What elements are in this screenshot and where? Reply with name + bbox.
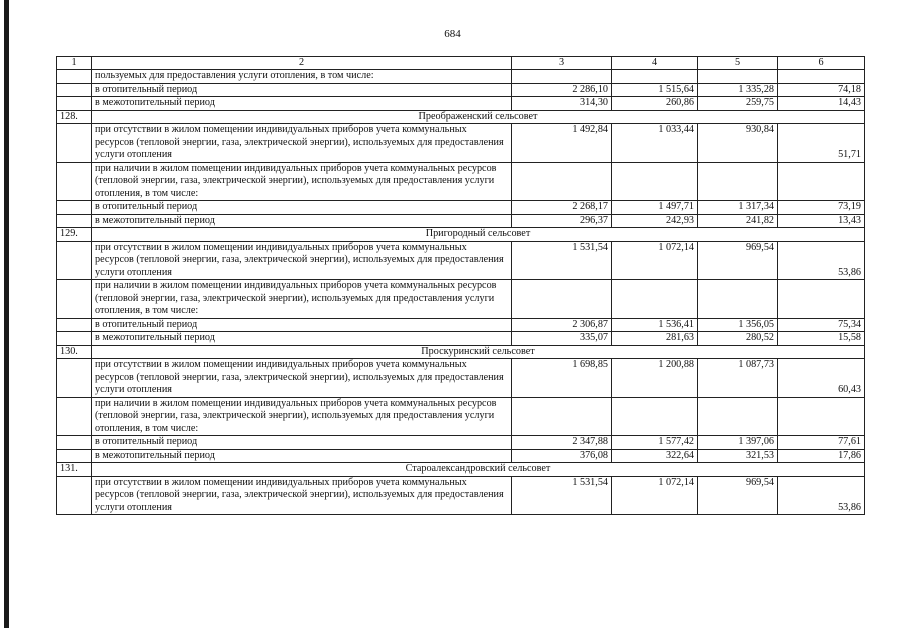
row-number: [57, 397, 92, 436]
row-description: при отсутствии в жилом помещении индивидуальных приборов учета коммунальных ресурсов (тепловой энергии, газа, электрической энергии), используемых для предоставления услуги отопления: [92, 124, 512, 163]
row-number: [57, 97, 92, 111]
row-description: в межотопительный период: [92, 332, 512, 346]
section-row: [57, 463, 865, 477]
value-cell-col3: 1 698,85: [512, 359, 612, 398]
value-cell-col4: [612, 280, 698, 319]
table-row: [57, 280, 865, 319]
value-cell-col6: 14,43: [778, 97, 865, 111]
section-row: [57, 228, 865, 242]
row-number: [57, 332, 92, 346]
page-number: 684: [444, 28, 461, 40]
row-number: [57, 318, 92, 332]
value-cell-col6: 77,61: [778, 436, 865, 450]
value-cell-col4: 1 536,41: [612, 318, 698, 332]
table-row: [57, 162, 865, 201]
tariff-table: [56, 56, 865, 515]
value-cell-col5: [698, 397, 778, 436]
row-description: в межотопительный период: [92, 214, 512, 228]
row-number: [57, 201, 92, 215]
row-number: [57, 280, 92, 319]
value-cell-col6: 74,18: [778, 83, 865, 97]
header-cell: 4: [612, 57, 698, 70]
value-cell-col4: 1 515,64: [612, 83, 698, 97]
value-cell-col5: 280,52: [698, 332, 778, 346]
row-number: [57, 241, 92, 280]
value-cell-col6: 60,43: [778, 359, 865, 398]
section-number: 131.: [57, 463, 92, 477]
value-cell-col5: 969,54: [698, 241, 778, 280]
value-cell-col5: [698, 162, 778, 201]
table-row: [57, 201, 865, 215]
table-row: [57, 449, 865, 463]
value-cell-col5: 1 335,28: [698, 83, 778, 97]
section-title: Преображенский сельсовет: [92, 110, 865, 124]
value-cell-col3: [512, 397, 612, 436]
header-cell: 1: [57, 57, 92, 70]
section-title: Староалександровский сельсовет: [92, 463, 865, 477]
row-description: при отсутствии в жилом помещении индивидуальных приборов учета коммунальных ресурсов (тепловой энергии, газа, электрической энергии), используемых для предоставления услуги отопления: [92, 476, 512, 515]
value-cell-col6: 17,86: [778, 449, 865, 463]
value-cell-col5: 1 087,73: [698, 359, 778, 398]
value-cell-col5: [698, 280, 778, 319]
value-cell-col5: 259,75: [698, 97, 778, 111]
table-row: [57, 332, 865, 346]
row-description: в отопительный период: [92, 318, 512, 332]
header-cell: 3: [512, 57, 612, 70]
row-description: при наличии в жилом помещении индивидуальных приборов учета коммунальных ресурсов (тепловой энергии, газа, электрической энергии), используемых для предоставления услуги отопления, в том числе:: [92, 280, 512, 319]
row-description: при наличии в жилом помещении индивидуальных приборов учета коммунальных ресурсов (тепловой энергии, газа, электрической энергии), используемых для предоставления услуги отопления, в том числе:: [92, 397, 512, 436]
value-cell-col4: 1 033,44: [612, 124, 698, 163]
value-cell-col4: 281,63: [612, 332, 698, 346]
table-row: [57, 476, 865, 515]
value-cell-col4: 260,86: [612, 97, 698, 111]
value-cell-col3: 376,08: [512, 449, 612, 463]
row-number: [57, 214, 92, 228]
table-body: [57, 57, 865, 515]
value-cell-col4: 1 577,42: [612, 436, 698, 450]
section-row: [57, 345, 865, 359]
value-cell-col3: [512, 162, 612, 201]
value-cell-col6: 53,86: [778, 241, 865, 280]
row-description: при отсутствии в жилом помещении индивидуальных приборов учета коммунальных ресурсов (тепловой энергии, газа, электрической энергии), используемых для предоставления услуги отопления: [92, 241, 512, 280]
row-description: в отопительный период: [92, 83, 512, 97]
value-cell-col3: [512, 70, 612, 84]
section-number: 128.: [57, 110, 92, 124]
value-cell-col5: 321,53: [698, 449, 778, 463]
value-cell-col5: [698, 70, 778, 84]
table-row: [57, 83, 865, 97]
value-cell-col3: 1 492,84: [512, 124, 612, 163]
value-cell-col6: [778, 162, 865, 201]
row-number: [57, 359, 92, 398]
row-description: в отопительный период: [92, 436, 512, 450]
section-number: 129.: [57, 228, 92, 242]
value-cell-col6: 73,19: [778, 201, 865, 215]
row-description: в межотопительный период: [92, 97, 512, 111]
value-cell-col6: 75,34: [778, 318, 865, 332]
value-cell-col6: 15,58: [778, 332, 865, 346]
value-cell-col3: 2 306,87: [512, 318, 612, 332]
value-cell-col3: 314,30: [512, 97, 612, 111]
row-number: [57, 476, 92, 515]
table-row: [57, 318, 865, 332]
value-cell-col5: 1 317,34: [698, 201, 778, 215]
value-cell-col6: [778, 280, 865, 319]
table-row: [57, 397, 865, 436]
value-cell-col4: 1 072,14: [612, 241, 698, 280]
row-description: в межотопительный период: [92, 449, 512, 463]
table-row: [57, 214, 865, 228]
value-cell-col3: 2 347,88: [512, 436, 612, 450]
value-cell-col3: 335,07: [512, 332, 612, 346]
value-cell-col6: 13,43: [778, 214, 865, 228]
row-number: [57, 449, 92, 463]
value-cell-col3: 296,37: [512, 214, 612, 228]
value-cell-col3: [512, 280, 612, 319]
value-cell-col6: 51,71: [778, 124, 865, 163]
value-cell-col3: 1 531,54: [512, 241, 612, 280]
section-row: [57, 110, 865, 124]
value-cell-col5: 930,84: [698, 124, 778, 163]
section-title: Пригородный сельсовет: [92, 228, 865, 242]
table-row: [57, 124, 865, 163]
row-number: [57, 162, 92, 201]
header-cell: 5: [698, 57, 778, 70]
value-cell-col4: [612, 70, 698, 84]
row-description: в отопительный период: [92, 201, 512, 215]
row-number: [57, 70, 92, 84]
value-cell-col4: 1 072,14: [612, 476, 698, 515]
value-cell-col3: 2 286,10: [512, 83, 612, 97]
table-row: [57, 359, 865, 398]
value-cell-col4: 1 497,71: [612, 201, 698, 215]
value-cell-col6: [778, 70, 865, 84]
row-number: [57, 124, 92, 163]
value-cell-col5: 1 356,05: [698, 318, 778, 332]
value-cell-col4: [612, 397, 698, 436]
value-cell-col6: 53,86: [778, 476, 865, 515]
table-row: [57, 436, 865, 450]
table-row: [57, 70, 865, 84]
value-cell-col5: 241,82: [698, 214, 778, 228]
row-description: при отсутствии в жилом помещении индивидуальных приборов учета коммунальных ресурсов (тепловой энергии, газа, электрической энергии), используемых для предоставления услуги отопления: [92, 359, 512, 398]
value-cell-col5: 1 397,06: [698, 436, 778, 450]
value-cell-col4: 242,93: [612, 214, 698, 228]
value-cell-col4: [612, 162, 698, 201]
header-cell: 6: [778, 57, 865, 70]
value-cell-col3: 1 531,54: [512, 476, 612, 515]
value-cell-col3: 2 268,17: [512, 201, 612, 215]
header-row: [57, 57, 865, 70]
row-number: [57, 436, 92, 450]
table-row: [57, 97, 865, 111]
value-cell-col5: 969,54: [698, 476, 778, 515]
row-description: пользуемых для предоставления услуги отопления, в том числе:: [92, 70, 512, 84]
header-cell: 2: [92, 57, 512, 70]
value-cell-col4: 1 200,88: [612, 359, 698, 398]
section-title: Проскуринский сельсовет: [92, 345, 865, 359]
scan-edge-bar: [4, 0, 9, 628]
row-description: при наличии в жилом помещении индивидуальных приборов учета коммунальных ресурсов (тепловой энергии, газа, электрической энергии), используемых для предоставления услуги отопления, в том числе:: [92, 162, 512, 201]
table-row: [57, 241, 865, 280]
section-number: 130.: [57, 345, 92, 359]
value-cell-col4: 322,64: [612, 449, 698, 463]
value-cell-col6: [778, 397, 865, 436]
row-number: [57, 83, 92, 97]
